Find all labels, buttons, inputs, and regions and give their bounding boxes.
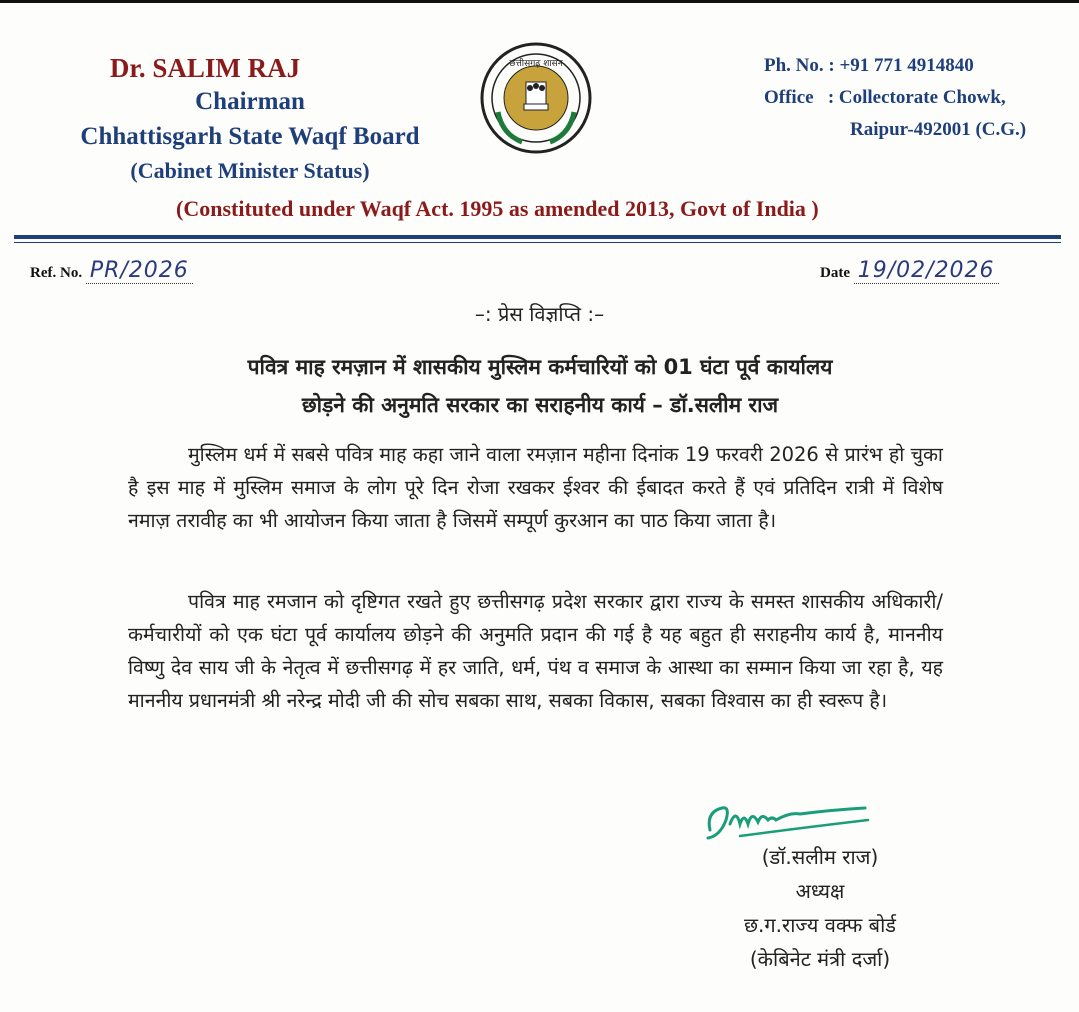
letterhead-contact	[764, 50, 1064, 146]
constitution-note: (Constituted under Waqf Act. 1995 as amended 2013, Govt of India )	[176, 196, 819, 221]
chairman-name: Dr. SALIM RAJ	[109, 53, 301, 83]
signatory-organization: छ.ग.राज्य वक्फ बोर्ड	[744, 913, 896, 937]
phone-label: Ph. No. :	[764, 55, 835, 76]
paragraph-1-text: मुस्लिम धर्म में सबसे पवित्र माह कहा जाने वाला रमज़ान महीना दिनांक 19 फरवरी 2026 से प्रारंभ हो चुका है इस माह में मुस्लिम समाज के लोग पूरे दिन रोजा रखकर ईश्वर की ईबादत करते हैं एवं प्रतिदिन रात्री में विशेष नमाज़ तरावीह का भी आयोजन किया जाता है जिसमें सम्पूर्ण कुरआन का पाठ किया जाता है।	[128, 443, 943, 532]
reference-number	[30, 258, 193, 283]
headline-line-1: पवित्र माह रमज़ान में शासकीय मुस्लिम कर्मचारियों को 01 घंटा पूर्व कार्यालय	[247, 355, 833, 379]
letter-date	[820, 258, 999, 283]
paragraph-2-text: पवित्र माह रमजान को दृष्टिगत रखते हुए छत्तीसगढ़ प्रदेश सरकार द्वारा राज्य के समस्त शासकीय अधिकारी/कर्मचारीयों को एक घंटा पूर्व कार्यालय छोड़ने की अनुमति प्रदान की गई है यह बहुत ही सराहनीय कार्य है, माननीय विष्णु देव साय जी के नेतृत्व में छत्तीसगढ़ में हर जाति, धर्म, पंथ व समाज के आस्था का सम्मान किया जा रहा है, यह माननीय प्रधानमंत्री श्री नरेन्द्र मोदी जी की सोच सबका साथ, सबका विकास, सबका विश्वास का ही स्वरूप है।	[128, 590, 943, 712]
signatory-status: (केबिनेट मंत्री दर्जा)	[749, 947, 891, 971]
date-label: Date	[820, 265, 850, 281]
date-value: 19/02/2026	[854, 258, 999, 284]
government-emblem-icon	[480, 42, 592, 154]
emblem-text: छत्तीसगढ़ शासन	[509, 59, 563, 69]
signature-block	[700, 840, 940, 976]
header-divider-thick	[14, 235, 1061, 239]
cabinet-status: (Cabinet Minister Status)	[130, 158, 370, 183]
office-label: Office	[764, 87, 814, 108]
designation: Chairman	[195, 88, 305, 115]
ref-value: PR/2026	[86, 258, 193, 284]
signatory-name: (डॉ.सलीम राज)	[761, 845, 879, 869]
headline-line-2: छोड़ने की अनुमति सरकार का सराहनीय कार्य – डॉ.सलीम राज	[301, 393, 779, 417]
headline	[60, 348, 1020, 424]
phone-number: +91 771 4914840	[839, 55, 974, 76]
press-release-heading: –: प्रेस विज्ञप्ति :–	[474, 302, 605, 326]
paragraph-1	[128, 438, 943, 537]
signatory-title: अध्यक्ष	[795, 879, 845, 903]
organization-name: Chhattisgarh State Waqf Board	[80, 123, 420, 150]
ref-label: Ref. No.	[30, 265, 83, 281]
header-divider-thin	[14, 242, 1061, 243]
letterhead-left	[40, 52, 460, 187]
office-address-line2: Raipur-492001 (C.G.)	[850, 119, 1027, 140]
office-address-line1: : Collectorate Chowk,	[827, 87, 1006, 108]
paragraph-2	[128, 585, 943, 717]
